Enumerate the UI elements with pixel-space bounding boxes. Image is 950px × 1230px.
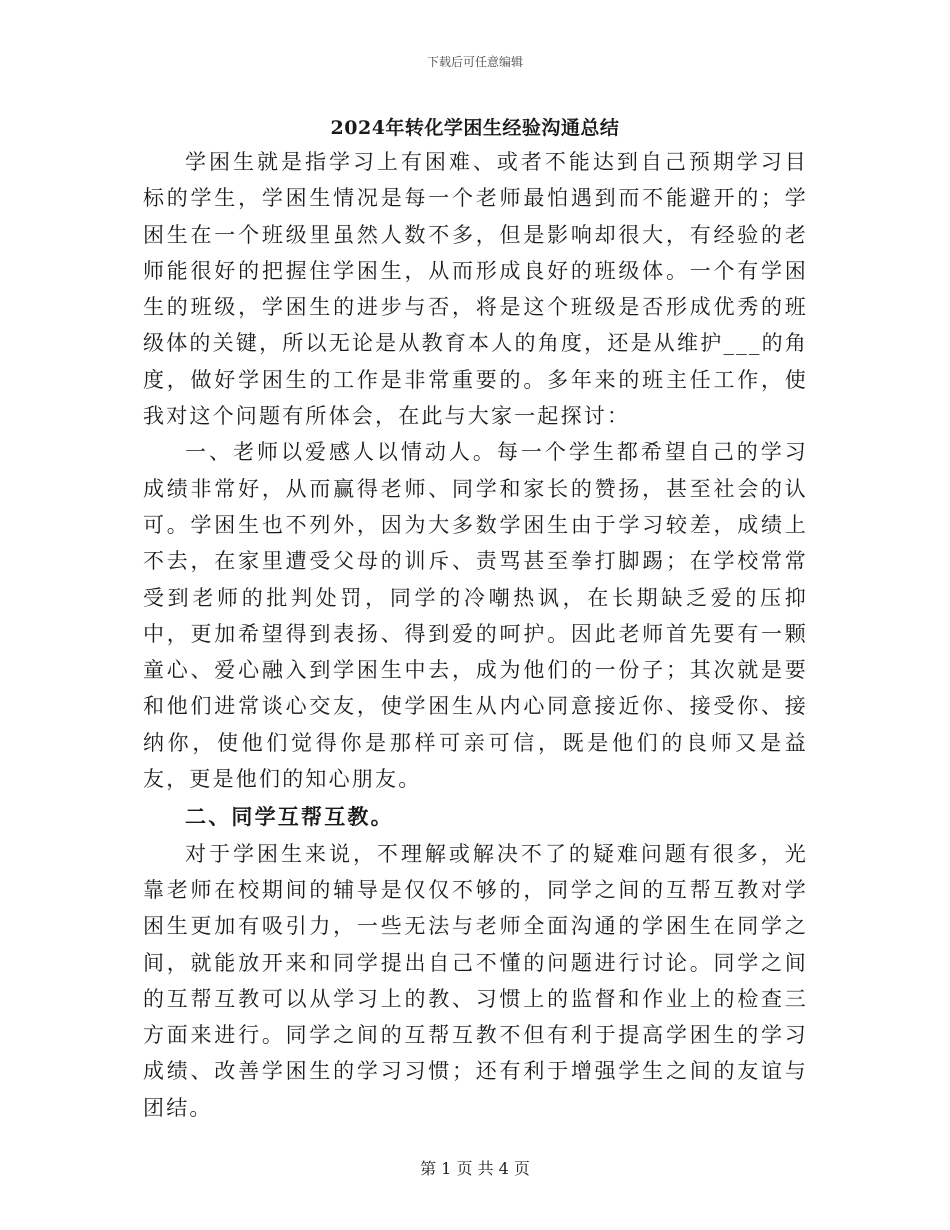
paragraph-section-two: 对于学困生来说，不理解或解决不了的疑难问题有很多，光靠老师在校期间的辅导是仅仅不够的，同学之间的互帮互教对学困生更加有吸引力，一些无法与老师全面沟通的学困生在同学之间，就能放开来和同学提出自己不懂的问题进行讨论。同学之间的互帮互教可以从学习上的教、习惯上的监督和作业上的检查三方面来进行。同学之间的互帮互教不但有利于提高学困生的学习成绩、改善学困生的学习习惯；还有利于增强学生之间的友谊与团结。 <box>143 841 808 1120</box>
document-title: 2024年转化学困生经验沟通总结 <box>330 117 620 139</box>
paragraph-intro: 学困生就是指学习上有困难、或者不能达到自己预期学习目标的学生，学困生情况是每一个老师最怕遇到而不能避开的；学困生在一个班级里虽然人数不多，但是影响却很大，有经验的老师能很好的把握住学困生，从而形成良好的班级体。一个有学困生的班级，学困生的进步与否，将是这个班级是否形成优秀的班级体的关键，所以无论是从教育本人的角度，还是从维护___的角度，做好学困生的工作是非常重要的。多年来的班主任工作，使我对这个问题有所体会，在此与大家一起探讨： <box>143 150 808 429</box>
paragraph-section-one: 一、老师以爱感人以情动人。每一个学生都希望自己的学习成绩非常好，从而赢得老师、同学和家长的赞扬，甚至社会的认可。学困生也不列外，因为大多数学困生由于学习较差，成绩上不去，在家里遭受父母的训斥、责骂甚至拳打脚踢；在学校常常受到老师的批判处罚，同学的冷嘲热讽，在长期缺乏爱的压抑中，更加希望得到表扬、得到爱的呵护。因此老师首先要有一颗童心、爱心融入到学困生中去，成为他们的一份子；其次就是要和他们进常谈心交友，使学困生从内心同意接近你、接受你、接纳你，使他们觉得你是那样可亲可信，既是他们的良师又是益友，更是他们的知心朋友。 <box>143 440 808 792</box>
header-note: 下载后可任意编辑 <box>426 55 523 69</box>
document-body <box>143 144 808 1126</box>
section-heading-two: 二、同学互帮互教。 <box>185 804 394 830</box>
page-number: 第 1 页 共 4 页 <box>420 1159 530 1178</box>
